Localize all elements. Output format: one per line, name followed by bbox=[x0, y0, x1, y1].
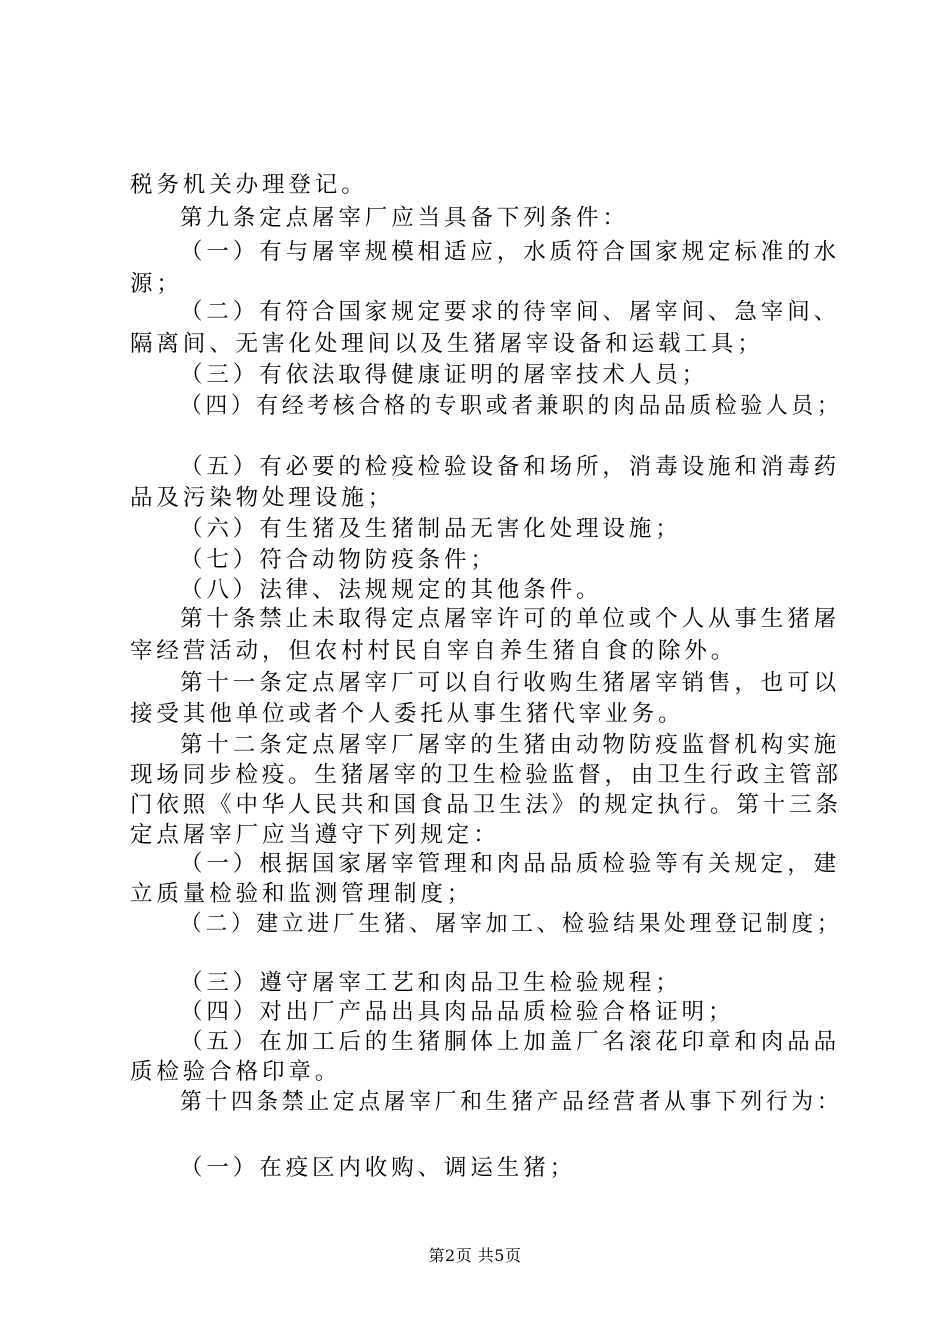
text-line: 宰经营活动，但农村村民自宰自养生猪自食的除外。 bbox=[130, 638, 738, 664]
text-line: 第九条定点屠宰厂应当具备下列条件： bbox=[180, 205, 629, 231]
text-line: 门依照《中华人民共和国食品卫生法》的规定执行。第十三条 bbox=[130, 792, 842, 818]
text-line: （八）法律、法规规定的其他条件。 bbox=[180, 577, 603, 603]
text-line: （三）有依法取得健康证明的屠宰技术人员； bbox=[180, 362, 709, 388]
text-line: 隔离间、无害化处理间以及生猪屠宰设备和运载工具； bbox=[130, 331, 764, 357]
text-line: 第十二条定点屠宰厂屠宰的生猪由动物防疫监督机构实施 bbox=[180, 732, 841, 758]
text-line: （四）有经考核合格的专职或者兼职的肉品品质检验人员； bbox=[180, 393, 843, 419]
text-line: （六）有生猪及生猪制品无害化处理设施； bbox=[180, 516, 682, 542]
text-line: 立质量检验和监测管理制度； bbox=[130, 881, 474, 907]
text-line: （五）在加工后的生猪胴体上加盖厂名滚花印章和肉品品 bbox=[180, 1029, 841, 1055]
text-line: 接受其他单位或者个人委托从事生猪代宰业务。 bbox=[130, 701, 685, 727]
text-line: （四）对出厂产品出具肉品品质检验合格证明； bbox=[180, 999, 735, 1025]
text-line: 税务机关办理登记。 bbox=[130, 172, 368, 198]
text-line: （二）建立进厂生猪、屠宰加工、检验结果处理登记制度； bbox=[180, 911, 843, 937]
text-line: （一）在疫区内收购、调运生猪； bbox=[180, 1155, 577, 1181]
text-line: 第十四条禁止定点屠宰厂和生猪产品经营者从事下列行为： bbox=[180, 1089, 843, 1115]
page-footer: 第2页 共5页 bbox=[428, 1246, 522, 1265]
text-line: 第十条禁止未取得定点屠宰许可的单位或个人从事生猪屠 bbox=[180, 606, 841, 632]
text-line: （七）符合动物防疫条件； bbox=[180, 547, 497, 573]
text-line: （五）有必要的检疫检验设备和场所，消毒设施和消毒药 bbox=[180, 454, 841, 480]
text-line: （三）遵守屠宰工艺和肉品卫生检验规程； bbox=[180, 970, 682, 996]
text-line: 质检验合格印章。 bbox=[130, 1059, 342, 1085]
text-line: （一）根据国家屠宰管理和肉品品质检验等有关规定，建 bbox=[180, 851, 841, 877]
text-line: 定点屠宰厂应当遵守下列规定： bbox=[130, 822, 500, 848]
text-line: （二）有符合国家规定要求的待宰间、屠宰间、急宰间、 bbox=[180, 299, 841, 325]
text-line: （一）有与屠宰规模相适应，水质符合国家规定标准的水 bbox=[180, 239, 841, 265]
text-line: 第十一条定点屠宰厂可以自行收购生猪屠宰销售，也可以 bbox=[180, 670, 841, 696]
text-line: 源； bbox=[130, 271, 183, 297]
text-line: 现场同步检疫。生猪屠宰的卫生检验监督，由卫生行政主管部 bbox=[130, 762, 842, 788]
text-line: 品及污染物处理设施； bbox=[130, 485, 395, 511]
